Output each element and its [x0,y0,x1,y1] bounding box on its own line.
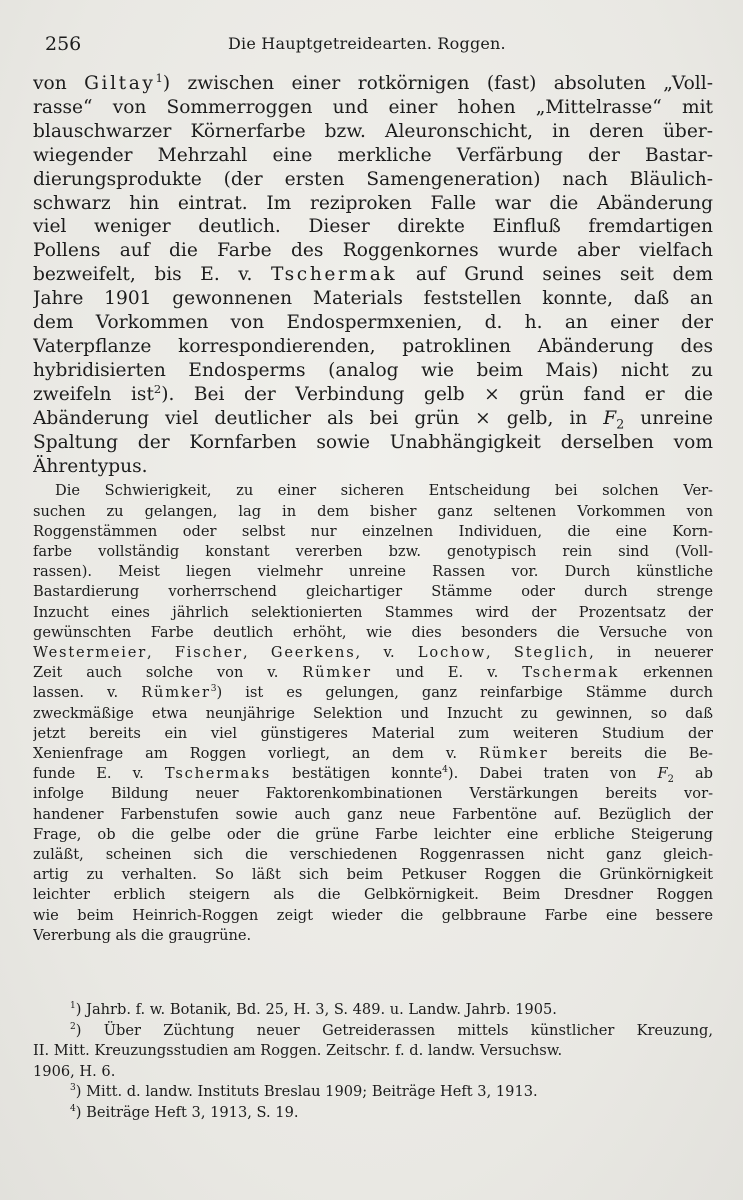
running-head [33,26,713,62]
small-text-line: gewünschten Farbe deutlich erhöht, wie dies besonders die Versuche von [33,623,713,641]
footnote-line: II. Mitt. Kreuzungsstudien am Roggen. Zeitschr. f. d. landw. Versuchsw. [33,1042,563,1060]
main-text-line: dierungsprodukte (der ersten Samengeneration) nach Bläulich- [33,168,713,190]
footnote-line: $^4$) Beiträge Heft 3, 1913, S. 19. [70,1103,299,1121]
small-text-line: infolge Bildung neuer Faktorenkombinationen Verstärkungen bereits vor- [33,785,713,803]
small-text-line: wie beim Heinrich-Roggen zeigt wieder die gelbbraune Farbe eine bessere [33,906,713,924]
small-text-line: zuläßt, scheinen sich die verschiedenen Roggenrassen nicht ganz gleich- [33,846,713,864]
main-text-line: wiegender Mehrzahl eine merkliche Verfärbung der Bastar- [33,144,713,166]
footnotes [33,1000,713,1124]
small-text-line: Vererbung als die graugrüne. [33,926,252,944]
small-text-line: rassen). Meist liegen vielmehr unreine Rassen vor. Durch künstliche [33,563,713,581]
main-text-line: dem Vorkommen von Endospermxenien, d. h. an einer der [33,312,713,334]
spaced-name: Steglich [513,644,590,662]
running-title: Die Hauptgetreidearten. Roggen. [228,34,506,53]
small-print-paragraph [33,481,713,946]
page-number: 256 [45,33,82,55]
main-paragraph [33,72,713,478]
spaced-name: Fischer [174,644,243,662]
footnote-reference: 1 [155,72,163,85]
spaced-name: Rümker [141,684,211,702]
small-text-line: Die Schwierigkeit, zu einer sicheren Entscheidung bei solchen Ver- [55,482,713,500]
main-text-line: schwarz hin eintrat. Im reziproken Falle war die Abänderung [33,192,713,214]
footnote-number: 3 [70,1083,76,1094]
small-text-line: Frage, ob die gelbe oder die grüne Farbe leichter eine erbliche Steigerung [33,825,713,843]
small-text-line: Roggenstämmen oder selbst nur einzelnen Individuen, die eine Korn- [33,522,713,540]
spaced-name: Tschermaks [164,765,272,783]
small-text-line: Bastardierung vorherrschend gleichartiger Stämme oder durch strenge [33,583,713,601]
small-text-line: Inzucht eines jährlich selektionierten Stammes wird der Prozentsatz der [33,603,713,621]
footnote-number: 4 [70,1104,76,1115]
footnote-reference: 4 [442,765,448,776]
main-text-line: Jahre 1901 gewonnenen Materials feststellen konnte, daß an [33,288,713,310]
spaced-name: Lochow [417,644,487,662]
small-text-line: jetzt bereits ein viel günstigeres Material zum weiteren Studium der [33,724,713,742]
small-text-line: farbe vollständig konstant vererben bzw. genotypisch rein sind (Voll- [33,543,713,561]
spaced-name: Rümker [479,745,549,763]
main-text-line: zweifeln ist$^2$). Bei der Verbindung gelb × grün fand er die [33,382,713,405]
main-text-line: Ährentypus. [33,455,148,477]
main-text-line: hybridisierten Endosperms (analog wie beim Mais) nicht zu [33,359,713,381]
spaced-name: Rümker [302,664,372,682]
italic-symbol: F [603,407,617,429]
italic-symbol: F [657,765,668,783]
spaced-name: Westermeier [33,644,147,662]
main-text-line: Spaltung der Kornfarben sowie Unabhängigkeit derselben vom [33,431,713,453]
subscript: 2 [616,416,625,431]
small-text-line: zweckmäßige etwa neunjährige Selektion und Inzucht zu gewinnen, so daß [33,704,713,722]
small-text-line: leichter erblich steigern als die Gelbkörnigkeit. Beim Dresdner Roggen [33,886,713,904]
spaced-name: Geerkens [270,644,356,662]
main-text-line: bezweifelt, bis E. v. Tschermak auf Grund seines seit dem [33,264,713,286]
main-text-line: von Giltay$^1$) zwischen einer rotkörnigen (fast) absoluten „Voll- [33,72,713,94]
spaced-name: Tschermak [271,264,398,286]
small-text-line: lassen. v. Rümker$^3$) ist es gelungen, ganz reinfarbige Stämme durch [33,684,713,702]
main-text-line: Pollens auf die Farbe des Roggenkornes wurde aber vielfach [33,240,713,262]
footnote-line: $^1$) Jahrb. f. w. Botanik, Bd. 25, H. 3, S. 489. u. Landw. Jahrb. 1905. [70,1001,557,1018]
footnote-line: $^3$) Mitt. d. landw. Instituts Breslau 1909; Beiträge Heft 3, 1913. [70,1083,538,1101]
main-text-line: Vaterpflanze korrespondierenden, patroklinen Abänderung des [33,335,713,357]
small-text-line: Xenienfrage am Roggen vorliegt, an dem v. Rümker bereits die Be- [33,745,713,763]
main-text-line: rasse“ von Sommerroggen und einer hohen „Mittelrasse“ mit [33,96,713,118]
main-text-line: Abänderung viel deutlicher als bei grün × gelb, in $F_2$ unreine [33,407,713,431]
small-text-line: Zeit auch solche von v. Rümker und E. v. Tschermak erkennen [33,664,713,682]
footnote-line: 1906, H. 6. [33,1062,116,1080]
footnote-reference: 3 [210,684,217,695]
main-text-line: blauschwarzer Körnerfarbe bzw. Aleuronschicht, in deren über- [33,120,713,142]
footnote-number: 2 [70,1021,76,1032]
small-text-line: Westermeier, Fischer, Geerkens, v. Lochow, Steglich, in neuerer [33,644,713,662]
footnote-reference: 2 [153,382,162,396]
main-text-line: viel weniger deutlich. Dieser direkte Einfluß fremdartigen [33,216,713,238]
small-text-line: funde E. v. Tschermaks bestätigen konnte$^4$). Dabei traten von $F_2$ ab [33,765,713,785]
footnote-line: $^2$) Über Züchtung neuer Getreiderassen mittels künstlicher Kreuzung, [70,1021,713,1039]
spaced-name: Giltay [84,73,156,94]
subscript: 2 [667,774,674,785]
spaced-name: Tschermak [522,664,620,682]
small-text-line: suchen zu gelangen, lag in dem bisher ganz seltenen Vorkommen von [33,502,713,520]
footnote-number: 1 [70,1001,76,1012]
small-text-line: artig zu verhalten. So läßt sich beim Petkuser Roggen die Grünkörnigkeit [33,866,713,884]
small-text-line: handener Farbenstufen sowie auch ganz neue Farbentöne auf. Bezüglich der [33,805,713,823]
